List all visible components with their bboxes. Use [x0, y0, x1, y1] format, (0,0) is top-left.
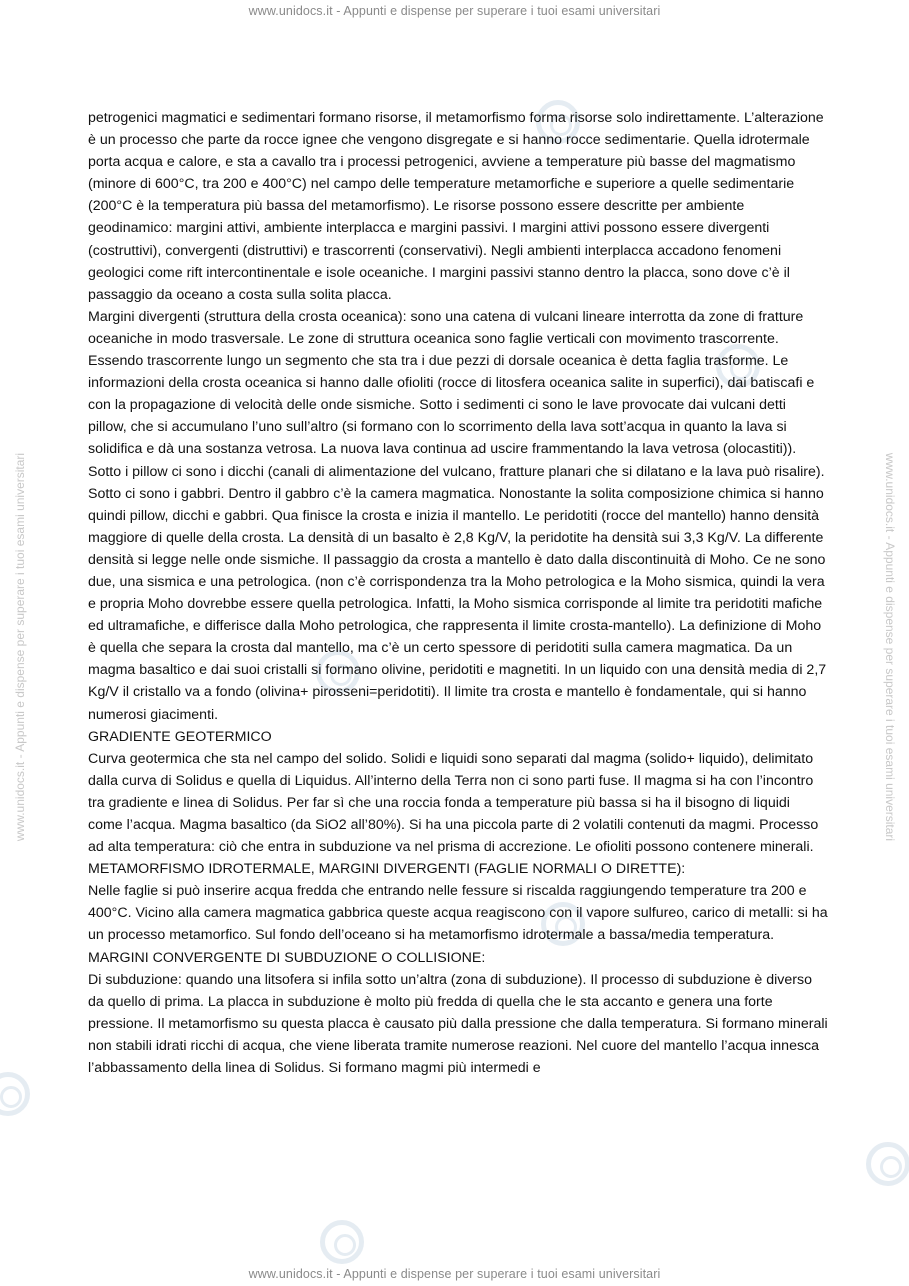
watermark-logo-icon: [320, 1220, 364, 1264]
footer-watermark: www.unidocs.it - Appunti e dispense per superare i tuoi esami universitari: [248, 1267, 661, 1281]
header-watermark: www.unidocs.it - Appunti e dispense per superare i tuoi esami universitari: [248, 4, 661, 18]
paragraph: Di subduzione: quando una litsofera si infila sotto un’altra (zona di subduzione). Il processo di subduzione è diverso da quello di prima. La placca in subduzione è molto più fredda di quella che le sta accanto e genera una forte pressione. Il metamorfismo su questa placca è causato più dalla pressione che dalla temperatura. Si formano minerali non stabili idrati ricchi di acqua, che viene liberata tramite numerose reazioni. Nel cuore del mantello l’acqua innesca l’abbassamento della linea di Solidus. Si formano magmi più intermedi e: [88, 971, 828, 1077]
paragraph: Margini divergenti (struttura della crosta oceanica): sono una catena di vulcani lineare interrotta da zone di fratture oceaniche in modo trasversale. Le zone di struttura oceanica sono faglie verticali con movimento trascorrente. Essendo trascorrente lungo un segmento che sta tra i due pezzi di dorsale oceanica è detta faglia trasforme. Le informazioni della crosta oceanica si hanno dalle ofioliti (rocce di litosfera oceanica salite in superfici), dai batiscafi e con la propagazione di velocità delle onde sismiche. Sotto i sedimenti ci sono le lave provocate dai vulcani detti pillow, che si accumulano l’uno sull’altro (si formano con lo scorrimento della lava sott’acqua in quanto la lava si solidifica e dà una sostanza vetrosa. La nuova lava continua ad uscire frammentando la lava vetrosa (olocastiti)). Sotto i pillow ci sono i dicchi (canali di alimentazione del vulcano, fratture planari che si dilatano e la lava può risalire). Sotto ci sono i gabbri. Dentro il gabbro c’è la camera magmatica. Nonostante la solita composizione chimica si hanno quindi pillow, dicchi e gabbri. Qua finisce la crosta e inizia il mantello. Le peridotiti (rocce del mantello) hanno densità maggiore di quelle della crosta. La densità di un basalto è 2,8 Kg/V, la peridotite ha densità sui 3,3 Kg/V. La differente densità si legge nelle onde sismiche. Il passaggio da crosta a mantello è dato dalla discontinuità di Moho. Ce ne sono due, una sismica e una petrologica. (non c’è corrispondenza tra la Moho petrologica e la Moho sismica, quindi la vera e propria Moho dovrebbe essere quella petrologica. Infatti, la Moho sismica corrisponde al limite tra peridotiti mafiche ed ultramafiche, e differisce dalla Moho petrologica, che rappresenta il limite crosta-mantello). La definizione di Moho è quella che separa la crosta dal mantello, ma c’è un certo spessore di peridotiti sulla camera magmatica. Da un magma basaltico e dai suoi cristalli si formano olivine, peridotiti e magnetiti. In un liquido con una densità media di 2,7 Kg/V il cristallo va a fondo (olivina+ pirosseni=peridotiti). Il limite tra crosta e mantello è fondamentale, qui si hanno numerosi giacimenti.: [88, 308, 827, 723]
left-side-watermark: www.unidocs.it - Appunti e dispense per superare i tuoi esami universitari: [13, 452, 27, 842]
watermark-logo-icon: [0, 1072, 30, 1116]
section-heading: METAMORFISMO IDROTERMALE, MARGINI DIVERGENTI (FAGLIE NORMALI O DIRETTE):: [88, 861, 686, 878]
section-heading: GRADIENTE GEOTERMICO: [88, 728, 272, 745]
paragraph: petrogenici magmatici e sedimentari formano risorse, il metamorfismo forma risorse solo indirettamente. L’alterazione è un processo che parte da rocce ignee che vengono disgregate e si hanno rocce sedimentarie. Quella idrotermale porta acqua e calore, e sta a cavallo tra i processi petrogenici, avviene a temperature più basse del magmatismo (minore di 600°C, tra 200 e 400°C) nel campo delle temperature metamorfiche e superiore a quelle sedimentarie (200°C è la temperatura più bassa del metamorfismo). Le risorse possono essere descritte per ambiente geodinamico: margini attivi, ambiente interplacca e margini passivi. I margini attivi possono essere divergenti (costruttivi), convergenti (distruttivi) e trascorrenti (conservativi). Negli ambienti interplacca accadono fenomeni geologici come rift intercontinentale e isole oceaniche. I margini passivi stanno dentro la placca, sono dove c’è il passaggio da oceano a costa sulla solita placca.: [88, 110, 824, 303]
paragraph: Curva geotermica che sta nel campo del solido. Solidi e liquidi sono separati dal magma (solido+ liquido), delimitato dalla curva di Solidus e quella di Liquidus. All’interno della Terra non ci sono parti fuse. Il magma si ha con l’incontro tra gradiente e linea di Solidus. Per far sì che una roccia fonda a temperature più bassa si ha il bisogno di liquidi come l’acqua. Magma basaltico (da SiO2 all’80%). Si ha una piccola parte di 2 volatili contenuti da magmi. Processo ad alta temperatura: ciò che entra in subduzione va nel prisma di accrezione. Le ofioliti possono contenere minerali.: [88, 750, 819, 856]
watermark-logo-icon: [866, 1142, 909, 1186]
section-heading: MARGINI CONVERGENTE DI SUBDUZIONE O COLLISIONE:: [88, 949, 486, 966]
paragraph: Nelle faglie si può inserire acqua fredda che entrando nelle fessure si riscalda raggiungendo temperature tra 200 e 400°C. Vicino alla camera magmatica gabbrica queste acqua reagiscono con il vapore sulfureo, carico di metalli: si ha un processo metamorfico. Sul fondo dell’oceano si ha metamorfismo idrotermale a bassa/media temperatura.: [88, 883, 828, 944]
right-side-watermark: www.unidocs.it - Appunti e dispense per superare i tuoi esami universitari: [883, 452, 897, 842]
document-body: [88, 107, 828, 1079]
